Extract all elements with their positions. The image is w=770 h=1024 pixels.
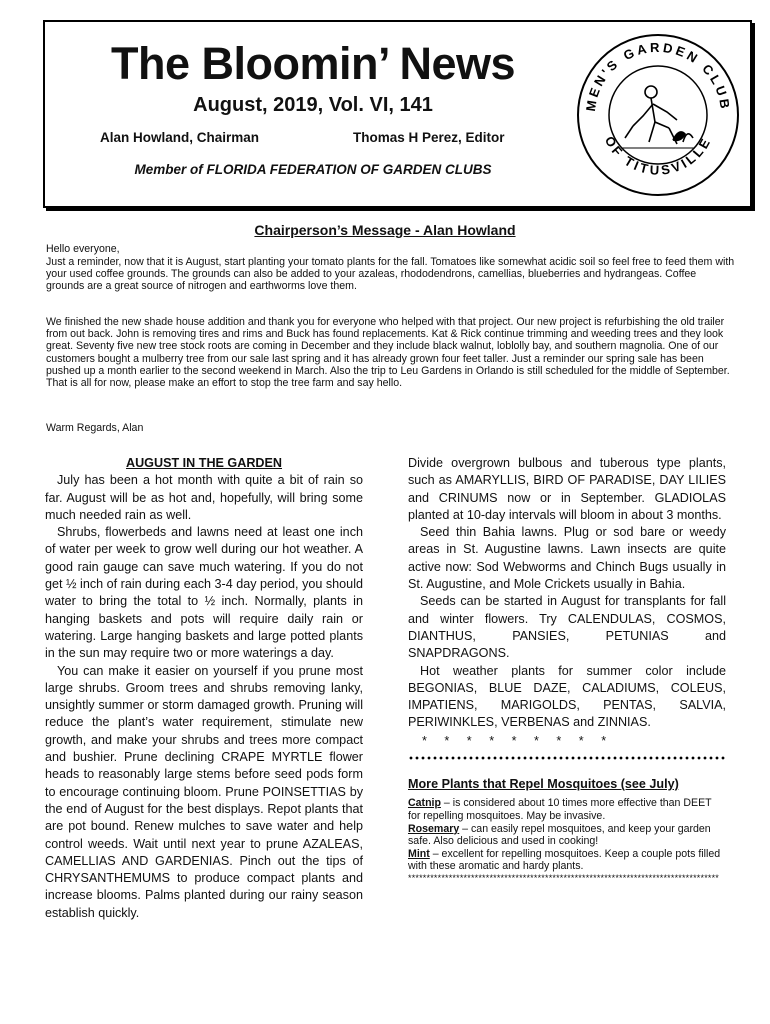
newsletter-title: The Bloomin’ News [110,38,516,89]
plant-name: Mint [408,847,430,860]
garden-paragraph: You can make it easier on yourself if you prune most large shrubs. Groom trees and shrubs removing lanky, unsightly summer or storm damaged growth. Pruning will reduce the plant’s water requirement, stimulate new growth, and make your shrubs and trees more compact and bushier. Prune declining CRAPE MYRTLE flower heads to reasonably large stems before seed pods form to encourage continuing bloom. Prune POINSETTIAS by the end of August for the best displays. Repot plants that are pot bound. Renew mulches to save water and help control weeds. Wait until next year to prune AZALEAS, CAMELLIAS AND GARDENIAS. Pinch out the tips of CHRYSANTHEMUMS to produce compact plants and increase blooms. Palms planted during our rainy season establish quickly. [45,663,363,920]
chairman-credit: Alan Howland, Chairman [100,130,260,145]
list-item [408,848,726,873]
svg-text:MEN'S GARDEN CLUB [583,40,733,112]
gardener-figure-icon [621,86,695,148]
message-paragraph-1: Just a reminder, now that it is August, start planting your tomato plants for the fall. Tomatoes like somewhat acidic soil so feel free to feed them with your used coffee grounds. The grounds can also be added to your azaleas, rhododendrons, camellias, blueberries and hydrangeas. Coffee grounds are a great source of nitrogen and earthworms love them. [46,256,735,293]
chairperson-message-heading: Chairperson’s Message - Alan Howland [254,222,516,238]
plant-description: – excellent for repelling mosquitoes. Keep a couple pots filled with these aromatic and hardy plants. [408,847,721,873]
logo-text-top: MEN'S GARDEN CLUB [582,39,734,113]
star-divider: * * * * * * * * * [422,733,607,748]
garden-paragraph: Seeds can be started in August for transplants for fall and winter flowers. Try CALENDULAS, COSMOS, DIANTHUS, PANSIES, PETUNIAS and SNAPDRAGONS. [408,594,726,661]
message-signoff: Warm Regards, Alan [46,422,144,434]
repel-heading: More Plants that Repel Mosquitoes (see July) [408,777,679,792]
plant-description: – can easily repel mosquitoes, and keep your garden safe. Also delicious and used in cooking! [408,822,711,848]
garden-paragraph: July has been a hot month with quite a bit of rain so far. August will be as hot and, hopefully, will bring some much needed rain as well. [45,473,363,522]
editor-credit: Thomas H Perez, Editor [353,130,505,145]
plant-name: Catnip [408,797,441,810]
membership-line: Member of FLORIDA FEDERATION OF GARDEN CLUBS [134,162,492,177]
plant-name: Rosemary [408,822,460,835]
plant-description: – is considered about 10 times more effective than DEET for repelling mosquitoes. May be invasive. [408,797,712,822]
masthead [43,20,752,208]
list-item [408,823,726,848]
message-greeting: Hello everyone, [46,243,120,255]
repel-list [408,797,726,873]
garden-paragraph: Hot weather plants for summer color include BEGONIAS, BLUE DAZE, CALADIUMS, COLEUS, IMPATIENS, MARIGOLDS, PENTAS, SALVIA, PERIWINKLES, VERBENAS and ZINNIAS. [408,663,726,730]
logo-text-bottom: OF TITUSVILLE [601,133,715,178]
garden-column-left [45,455,363,922]
garden-paragraph: Divide overgrown bulbous and tuberous type plants, such as AMARYLLIS, BIRD OF PARADISE, DAY LILIES and CRINUMS now or in September. GLADIOLAS planted at 10-day intervals will bloom in about 3 months. [408,456,726,522]
garden-column-right [408,455,726,883]
issue-line: August, 2019, Vol. VI, 141 [193,94,433,116]
garden-paragraph: Shrubs, flowerbeds and lawns need at least one inch of water per week to grow well during our hot weather. A good rain gauge can save much watering. If you do not get ½ inch of rain during each 3-4 day period, you should water to bring the total to ½ inch. Normally, plants in hanging baskets and pots will require daily rain or watering. Large hanging baskets and large potted plants in the sun may require two or more waterings a day. [45,525,363,661]
message-paragraph-2: We finished the new shade house addition and thank you for everyone who helped with that project. Our new project is refurbishing the old trailer from out back. John is removing tires and rims and Buck has found replacements. Kat & Rick continue trimming and weeding trees and they look great. Seventy five new tree stock roots are coming in December and they include black walnut, loblolly bay, and southern magnolia. One of our customers bought a mulberry tree from our sale last spring and it has already grown four feet taller. Just a reminder our spring sale has been pushed up a month earlier to the second weekend in March. Also the trip to Leu Gardens in Orlando is still scheduled for the middle of September. That is all for now, please make an effort to stop the tree farm and say hello. [46,316,730,390]
club-logo [573,30,743,200]
garden-heading: AUGUST IN THE GARDEN [125,456,283,470]
garden-paragraph: Seed thin Bahia lawns. Plug or sod bare or weedy areas in St. Augustine lawns. Lawn insects are quite active now: Sod Webworms and Chinch Bugs usually in St. Augustine, and Mole Crickets usually in Bahia. [408,525,726,592]
asterisk-divider: ************************************************************************************ [408,872,720,883]
dotted-divider [408,756,726,760]
svg-text:OF TITUSVILLE [602,134,714,178]
list-item [408,797,726,822]
